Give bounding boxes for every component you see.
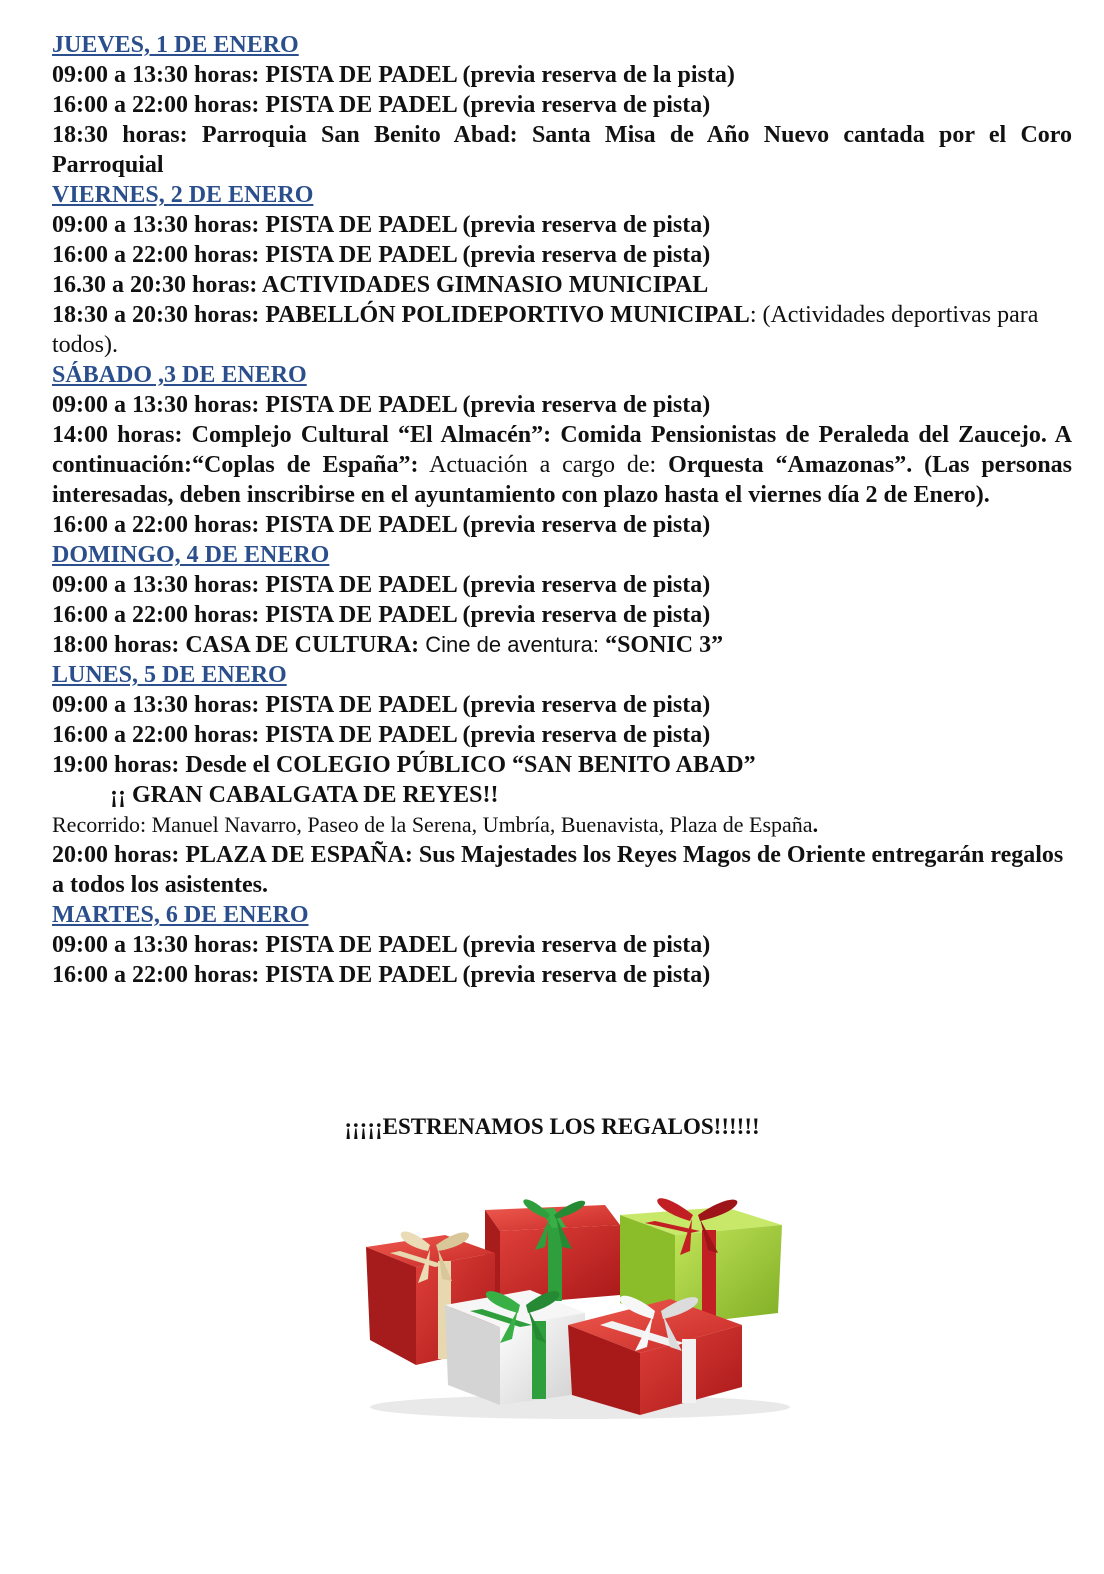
event-line <box>52 420 1072 510</box>
event-line: 19:00 horas: Desde el COLEGIO PÚBLICO “SAN BENITO ABAD” <box>52 752 756 778</box>
day-martes <box>52 900 1072 990</box>
day-heading: SÁBADO ,3 DE ENERO <box>52 362 307 388</box>
event-time-place: 18:00 horas: CASA DE CULTURA: <box>52 632 420 658</box>
event-line: 16:00 a 22:00 horas: PISTA DE PADEL (previa reserva de pista) <box>52 512 711 538</box>
cabalgata-title: ¡¡ GRAN CABALGATA DE REYES!! <box>110 782 499 808</box>
event-orquesta-text: Orquesta “Amazonas”. (Las personas interesadas, deben inscribirse en el ayuntamiento con plazo hasta el viernes día 2 de Enero). <box>52 452 1073 508</box>
day-jueves <box>52 30 1072 180</box>
event-line: 09:00 a 13:30 horas: PISTA DE PADEL (previa reserva de pista) <box>52 692 711 718</box>
event-line: 09:00 a 13:30 horas: PISTA DE PADEL (previa reserva de pista) <box>52 392 711 418</box>
event-description: : (Actividades deportivas para todos). <box>52 302 1039 358</box>
event-line: 09:00 a 13:30 horas: PISTA DE PADEL (previa reserva de la pista) <box>52 62 735 88</box>
event-line: 09:00 a 13:30 horas: PISTA DE PADEL (previa reserva de pista) <box>52 212 711 238</box>
event-line: 16.30 a 20:30 horas: ACTIVIDADES GIMNASIO MUNICIPAL <box>52 272 709 298</box>
event-line: 16:00 a 22:00 horas: PISTA DE PADEL (previa reserva de pista) <box>52 602 711 628</box>
gift-red-back <box>485 1199 620 1305</box>
event-line: 16:00 a 22:00 horas: PISTA DE PADEL (previa reserva de pista) <box>52 962 711 988</box>
footer-title: ¡¡¡¡¡ESTRENAMOS LOS REGALOS!!!!!! <box>344 1114 760 1139</box>
event-line <box>52 630 1072 660</box>
day-heading: MARTES, 6 DE ENERO <box>52 902 309 928</box>
event-time-place: 18:30 a 20:30 horas: PABELLÓN POLIDEPORTIVO MUNICIPAL <box>52 302 750 328</box>
day-domingo <box>52 540 1072 660</box>
event-line: 16:00 a 22:00 horas: PISTA DE PADEL (previa reserva de pista) <box>52 92 711 118</box>
gift-boxes-illustration <box>350 1175 800 1425</box>
day-lunes <box>52 660 1072 900</box>
event-line: 20:00 horas: PLAZA DE ESPAÑA: Sus Majestades los Reyes Magos de Oriente entregarán regalos a todos los asistentes. <box>52 842 1064 898</box>
event-program <box>52 30 1072 990</box>
event-line: 09:00 a 13:30 horas: PISTA DE PADEL (previa reserva de pista) <box>52 932 711 958</box>
gift-boxes-icon <box>350 1175 800 1425</box>
gift-shadow <box>370 1395 790 1419</box>
day-heading: VIERNES, 2 DE ENERO <box>52 182 314 208</box>
movie-title: “SONIC 3” <box>605 632 724 658</box>
route-text: Recorrido: Manuel Navarro, Paseo de la Serena, Umbría, Buenavista, Plaza de España <box>52 812 813 837</box>
day-heading: DOMINGO, 4 DE ENERO <box>52 542 330 568</box>
day-heading: JUEVES, 1 DE ENERO <box>52 32 299 58</box>
event-line: 18:30 horas: Parroquia San Benito Abad: Santa Misa de Año Nuevo cantada por el Coro Parroquial <box>52 122 1072 178</box>
event-description: Cine de aventura: <box>419 632 606 657</box>
event-line <box>52 300 1072 360</box>
event-comida-text: 14:00 horas: Complejo Cultural “El Almacén”: Comida Pensionistas de Peraleda del Zaucejo. A continuación:“Coplas de España”: <box>52 422 1072 478</box>
day-heading: LUNES, 5 DE ENERO <box>52 662 287 688</box>
gift-white-front <box>445 1290 585 1405</box>
event-line: 09:00 a 13:30 horas: PISTA DE PADEL (previa reserva de pista) <box>52 572 711 598</box>
event-line: 16:00 a 22:00 horas: PISTA DE PADEL (previa reserva de pista) <box>52 722 711 748</box>
day-viernes <box>52 180 1072 360</box>
event-line: 16:00 a 22:00 horas: PISTA DE PADEL (previa reserva de pista) <box>52 242 711 268</box>
day-sabado <box>52 360 1072 540</box>
cabalgata-route <box>52 810 1072 840</box>
event-actuacion-label: Actuación a cargo de: <box>418 452 669 478</box>
route-end: . <box>812 812 819 837</box>
